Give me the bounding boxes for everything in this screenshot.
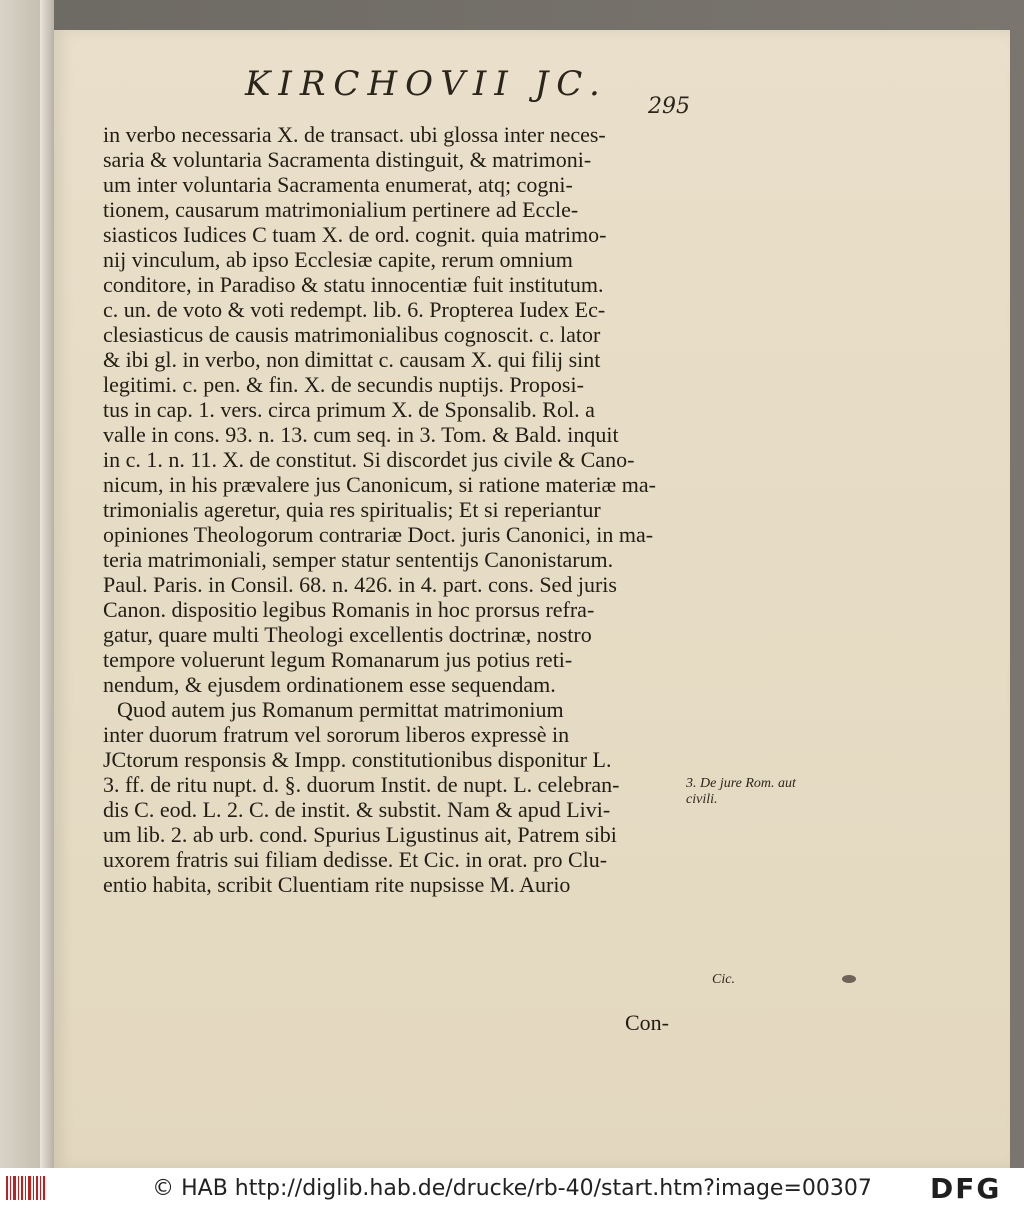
text-line: entio habita, scribit Cluentiam rite nupsisse M. Aurio — [103, 872, 571, 897]
text-line: um lib. 2. ab urb. cond. Spurius Ligustinus ait, Patrem sibi — [103, 822, 617, 847]
text-line: clesiasticus de causis matrimonialibus cognoscit. c. lator — [103, 322, 601, 347]
text-line: saria & voluntaria Sacramenta distinguit, & matrimoni- — [103, 147, 592, 172]
text-line: siasticos Iudices C tuam X. de ord. cognit. quia matrimo- — [103, 222, 607, 247]
text-line: dis C. eod. L. 2. C. de instit. & substit. Nam & apud Livi- — [103, 797, 611, 822]
marginal-note: 3. De jure Rom. aut civili. — [686, 776, 796, 807]
ink-smudge — [842, 975, 856, 983]
text-line: in verbo necessaria X. de transact. ubi glossa inter neces- — [103, 122, 606, 147]
text-line: opiniones Theologorum contrariæ Doct. juris Canonici, in ma- — [103, 522, 654, 547]
running-head: KIRCHOVII JC. — [245, 64, 608, 104]
catchword: Con- — [625, 1010, 669, 1035]
footer-bar — [0, 1168, 1024, 1209]
text-line: Paul. Paris. in Consil. 68. n. 426. in 4. part. cons. Sed juris — [103, 572, 617, 597]
copyright-link[interactable]: © HAB http://diglib.hab.de/drucke/rb-40/start.htm?image=00307 — [152, 1176, 872, 1201]
text-line: legitimi. c. pen. & fin. X. de secundis nuptijs. Proposi- — [103, 372, 584, 397]
text-line: nendum, & ejusdem ordinationem esse sequendam. — [103, 672, 556, 697]
text-line: c. un. de voto & voti redempt. lib. 6. Propterea Iudex Ec- — [103, 297, 606, 322]
text-line: um inter voluntaria Sacramenta enumerat, atq; cogni- — [103, 172, 573, 197]
book-edge-shadow — [40, 0, 54, 1168]
text-line: tionem, causarum matrimonialium pertinere ad Eccle- — [103, 197, 579, 222]
text-line: teria matrimoniali, semper statur sententijs Canonistarum. — [103, 547, 614, 572]
text-line: valle in cons. 93. n. 13. cum seq. in 3. Tom. & Bald. inquit — [103, 422, 619, 447]
text-line: tempore voluerunt legum Romanarum jus potius reti- — [103, 647, 573, 672]
text-line: gatur, quare multi Theologi excellentis doctrinæ, nostro — [103, 622, 592, 647]
text-line: uxorem fratris sui filiam dedisse. Et Cic. in orat. pro Clu- — [103, 847, 608, 872]
text-line: conditore, in Paradiso & statu innocentiæ fuit institutum. — [103, 272, 604, 297]
text-line: 3. ff. de ritu nupt. d. §. duorum Instit. de nupt. L. celebran- — [103, 772, 620, 797]
text-line: Quod autem jus Romanum permittat matrimonium — [117, 697, 564, 722]
text-line: nicum, in his prævalere jus Canonicum, si ratione materiæ ma- — [103, 472, 656, 497]
marginal-note: Cic. — [712, 972, 735, 987]
text-line: nij vinculum, ab ipso Ecclesiæ capite, rerum omnium — [103, 247, 573, 272]
page-number: 295 — [648, 94, 690, 119]
text-line: inter duorum fratrum vel sororum liberos expressè in — [103, 722, 570, 747]
text-line: Canon. dispositio legibus Romanis in hoc prorsus refra- — [103, 597, 595, 622]
text-line: tus in cap. 1. vers. circa primum X. de Sponsalib. Rol. a — [103, 397, 595, 422]
dfg-logo: DFG — [930, 1172, 1002, 1205]
text-line: & ibi gl. in verbo, non dimittat c. causam X. qui filij sint — [103, 347, 601, 372]
text-line: trimonialis ageretur, quia res spiritualis; Et si reperiantur — [103, 497, 601, 522]
text-line: in c. 1. n. 11. X. de constitut. Si discordet jus civile & Cano- — [103, 447, 635, 472]
text-line: JCtorum responsis & Impp. constitutionibus disponitur L. — [103, 747, 612, 772]
page-body — [103, 122, 683, 897]
